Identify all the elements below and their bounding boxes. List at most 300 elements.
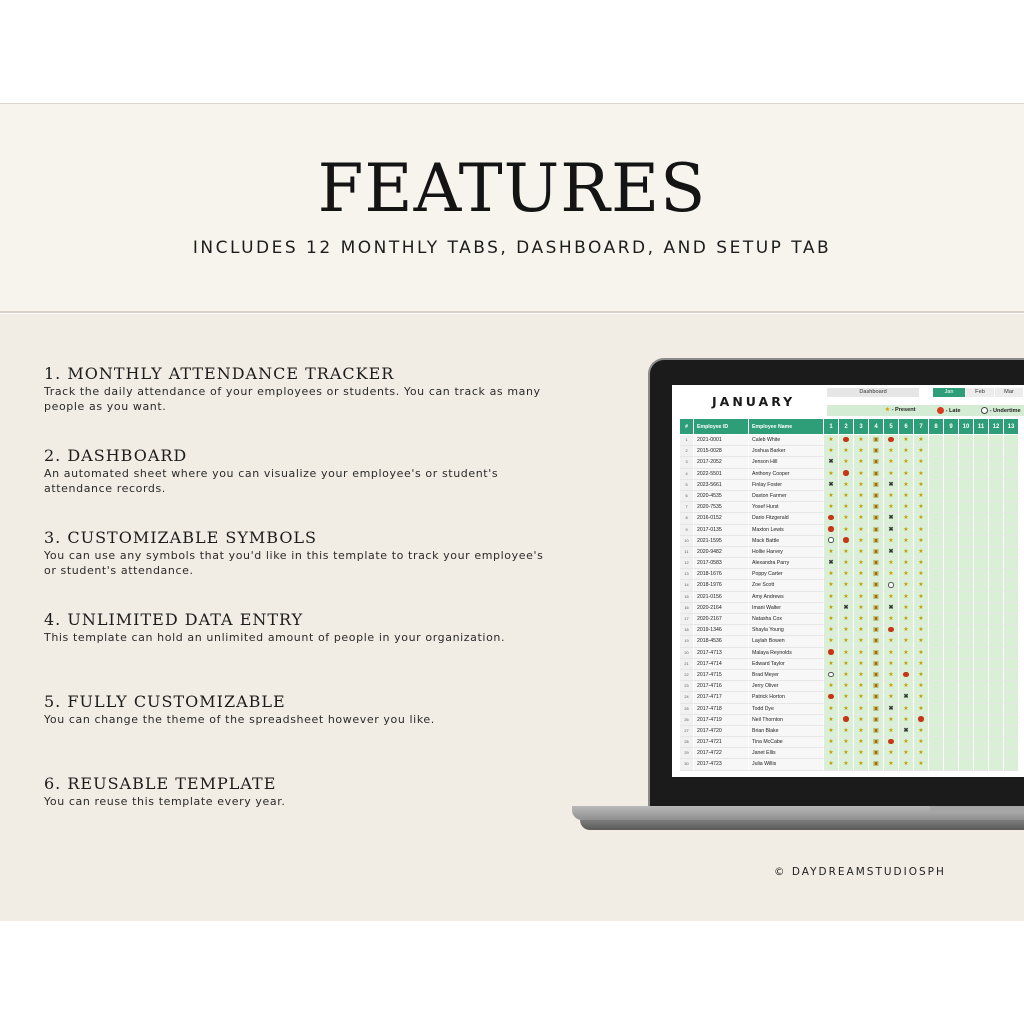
day-cell[interactable] <box>989 737 1004 748</box>
employee-id-cell[interactable]: 2018-1676 <box>694 569 749 580</box>
day-cell[interactable] <box>944 692 959 703</box>
day-cell[interactable] <box>989 435 1004 446</box>
day-cell[interactable] <box>929 580 944 591</box>
day-cell[interactable] <box>824 625 839 636</box>
day-cell[interactable] <box>914 704 929 715</box>
day-cell[interactable] <box>899 502 914 513</box>
day-cell[interactable] <box>854 603 869 614</box>
employee-name-cell[interactable]: Yosef Hurst <box>749 502 824 513</box>
day-cell[interactable] <box>974 614 989 625</box>
row-number[interactable]: 18 <box>680 625 694 636</box>
employee-id-cell[interactable]: 2017-4720 <box>694 726 749 737</box>
day-cell[interactable] <box>914 692 929 703</box>
day-cell[interactable] <box>944 480 959 491</box>
day-cell[interactable] <box>884 536 899 547</box>
day-cell[interactable] <box>929 525 944 536</box>
day-cell[interactable] <box>944 435 959 446</box>
row-number[interactable]: 22 <box>680 670 694 681</box>
day-cell[interactable] <box>989 457 1004 468</box>
day-cell[interactable] <box>899 480 914 491</box>
employee-id-cell[interactable]: 2016-0152 <box>694 513 749 524</box>
employee-name-cell[interactable]: Patrick Horton <box>749 692 824 703</box>
employee-id-cell[interactable]: 2017-4713 <box>694 648 749 659</box>
day-cell[interactable] <box>899 457 914 468</box>
day-cell[interactable] <box>884 636 899 647</box>
day-cell[interactable] <box>959 681 974 692</box>
day-cell[interactable] <box>1004 536 1019 547</box>
day-cell[interactable] <box>974 547 989 558</box>
day-cell[interactable] <box>884 513 899 524</box>
day-cell[interactable] <box>914 469 929 480</box>
day-cell[interactable] <box>869 726 884 737</box>
day-cell[interactable] <box>839 625 854 636</box>
day-cell[interactable] <box>899 759 914 770</box>
employee-name-cell[interactable]: Maxton Lewis <box>749 525 824 536</box>
day-cell[interactable] <box>839 614 854 625</box>
day-cell[interactable] <box>899 513 914 524</box>
day-cell[interactable] <box>929 513 944 524</box>
day-cell[interactable] <box>869 704 884 715</box>
day-cell[interactable] <box>884 748 899 759</box>
day-cell[interactable] <box>824 614 839 625</box>
day-cell[interactable] <box>824 480 839 491</box>
employee-name-cell[interactable]: Brian Blake <box>749 726 824 737</box>
day-cell[interactable] <box>854 737 869 748</box>
day-cell[interactable] <box>884 502 899 513</box>
day-cell[interactable] <box>869 759 884 770</box>
day-cell[interactable] <box>914 435 929 446</box>
day-cell[interactable] <box>854 726 869 737</box>
day-cell[interactable] <box>899 659 914 670</box>
day-cell[interactable] <box>824 692 839 703</box>
day-cell[interactable] <box>974 457 989 468</box>
day-cell[interactable] <box>824 569 839 580</box>
day-cell[interactable] <box>899 737 914 748</box>
day-cell[interactable] <box>989 715 1004 726</box>
col-day-6[interactable]: 6 <box>899 419 914 435</box>
day-cell[interactable] <box>959 692 974 703</box>
day-cell[interactable] <box>974 670 989 681</box>
day-cell[interactable] <box>884 759 899 770</box>
day-cell[interactable] <box>854 625 869 636</box>
day-cell[interactable] <box>974 715 989 726</box>
employee-name-cell[interactable]: Poppy Carter <box>749 569 824 580</box>
day-cell[interactable] <box>929 670 944 681</box>
row-number[interactable]: 21 <box>680 659 694 670</box>
day-cell[interactable] <box>974 536 989 547</box>
day-cell[interactable] <box>1004 625 1019 636</box>
employee-name-cell[interactable]: Dario Fitzgerald <box>749 513 824 524</box>
day-cell[interactable] <box>974 636 989 647</box>
day-cell[interactable] <box>1004 547 1019 558</box>
day-cell[interactable] <box>824 435 839 446</box>
day-cell[interactable] <box>839 737 854 748</box>
day-cell[interactable] <box>1004 480 1019 491</box>
employee-name-cell[interactable]: Finlay Foster <box>749 480 824 491</box>
day-cell[interactable] <box>959 748 974 759</box>
day-cell[interactable] <box>839 726 854 737</box>
day-cell[interactable] <box>989 580 1004 591</box>
day-cell[interactable] <box>824 748 839 759</box>
col-day-2[interactable]: 2 <box>839 419 854 435</box>
day-cell[interactable] <box>974 681 989 692</box>
row-number[interactable]: 3 <box>680 457 694 468</box>
day-cell[interactable] <box>989 480 1004 491</box>
day-cell[interactable] <box>959 469 974 480</box>
day-cell[interactable] <box>914 480 929 491</box>
day-cell[interactable] <box>839 547 854 558</box>
day-cell[interactable] <box>1004 759 1019 770</box>
day-cell[interactable] <box>989 446 1004 457</box>
row-number[interactable]: 16 <box>680 603 694 614</box>
row-number[interactable]: 29 <box>680 748 694 759</box>
day-cell[interactable] <box>854 547 869 558</box>
employee-id-cell[interactable]: 2017-4716 <box>694 681 749 692</box>
employee-id-cell[interactable]: 2017-4723 <box>694 759 749 770</box>
day-cell[interactable] <box>974 558 989 569</box>
day-cell[interactable] <box>899 592 914 603</box>
day-cell[interactable] <box>824 592 839 603</box>
day-cell[interactable] <box>959 491 974 502</box>
day-cell[interactable] <box>974 737 989 748</box>
day-cell[interactable] <box>959 625 974 636</box>
employee-name-cell[interactable]: Daxton Farmer <box>749 491 824 502</box>
day-cell[interactable] <box>944 670 959 681</box>
day-cell[interactable] <box>959 759 974 770</box>
day-cell[interactable] <box>929 659 944 670</box>
day-cell[interactable] <box>929 491 944 502</box>
day-cell[interactable] <box>914 525 929 536</box>
day-cell[interactable] <box>944 737 959 748</box>
employee-name-cell[interactable]: Mack Battle <box>749 536 824 547</box>
day-cell[interactable] <box>959 737 974 748</box>
employee-id-cell[interactable]: 2022-5501 <box>694 469 749 480</box>
day-cell[interactable] <box>944 536 959 547</box>
day-cell[interactable] <box>869 614 884 625</box>
day-cell[interactable] <box>929 592 944 603</box>
day-cell[interactable] <box>974 648 989 659</box>
day-cell[interactable] <box>854 502 869 513</box>
day-cell[interactable] <box>824 659 839 670</box>
employee-name-cell[interactable]: Natasha Cox <box>749 614 824 625</box>
row-number[interactable]: 12 <box>680 558 694 569</box>
day-cell[interactable] <box>1004 737 1019 748</box>
day-cell[interactable] <box>869 469 884 480</box>
day-cell[interactable] <box>869 446 884 457</box>
day-cell[interactable] <box>884 480 899 491</box>
day-cell[interactable] <box>884 670 899 681</box>
day-cell[interactable] <box>899 580 914 591</box>
col-day-9[interactable]: 9 <box>944 419 959 435</box>
day-cell[interactable] <box>884 715 899 726</box>
day-cell[interactable] <box>929 625 944 636</box>
day-cell[interactable] <box>989 513 1004 524</box>
day-cell[interactable] <box>869 603 884 614</box>
employee-id-cell[interactable]: 2017-4715 <box>694 670 749 681</box>
day-cell[interactable] <box>839 580 854 591</box>
day-cell[interactable] <box>929 648 944 659</box>
day-cell[interactable] <box>869 715 884 726</box>
day-cell[interactable] <box>929 692 944 703</box>
row-number[interactable]: 17 <box>680 614 694 625</box>
day-cell[interactable] <box>1004 670 1019 681</box>
day-cell[interactable] <box>854 748 869 759</box>
day-cell[interactable] <box>929 547 944 558</box>
day-cell[interactable] <box>839 536 854 547</box>
day-cell[interactable] <box>884 457 899 468</box>
day-cell[interactable] <box>944 513 959 524</box>
day-cell[interactable] <box>869 525 884 536</box>
day-cell[interactable] <box>884 603 899 614</box>
day-cell[interactable] <box>944 446 959 457</box>
day-cell[interactable] <box>974 625 989 636</box>
day-cell[interactable] <box>884 737 899 748</box>
employee-id-cell[interactable]: 2018-1976 <box>694 580 749 591</box>
employee-name-cell[interactable]: Imani Walter <box>749 603 824 614</box>
day-cell[interactable] <box>854 715 869 726</box>
day-cell[interactable] <box>854 525 869 536</box>
day-cell[interactable] <box>869 625 884 636</box>
row-number[interactable]: 30 <box>680 759 694 770</box>
row-number[interactable]: 23 <box>680 681 694 692</box>
day-cell[interactable] <box>1004 435 1019 446</box>
day-cell[interactable] <box>959 536 974 547</box>
day-cell[interactable] <box>929 614 944 625</box>
day-cell[interactable] <box>854 592 869 603</box>
day-cell[interactable] <box>959 636 974 647</box>
day-cell[interactable] <box>869 580 884 591</box>
employee-name-cell[interactable]: Alexandra Parry <box>749 558 824 569</box>
day-cell[interactable] <box>989 603 1004 614</box>
day-cell[interactable] <box>839 525 854 536</box>
day-cell[interactable] <box>854 704 869 715</box>
day-cell[interactable] <box>1004 502 1019 513</box>
row-number[interactable]: 9 <box>680 525 694 536</box>
row-number[interactable]: 1 <box>680 435 694 446</box>
day-cell[interactable] <box>884 614 899 625</box>
day-cell[interactable] <box>989 659 1004 670</box>
day-cell[interactable] <box>824 536 839 547</box>
row-number[interactable]: 7 <box>680 502 694 513</box>
day-cell[interactable] <box>854 659 869 670</box>
day-cell[interactable] <box>854 536 869 547</box>
day-cell[interactable] <box>854 457 869 468</box>
day-cell[interactable] <box>989 592 1004 603</box>
col-day-11[interactable]: 11 <box>974 419 989 435</box>
day-cell[interactable] <box>914 547 929 558</box>
day-cell[interactable] <box>989 748 1004 759</box>
employee-id-cell[interactable]: 2017-4721 <box>694 737 749 748</box>
day-cell[interactable] <box>854 759 869 770</box>
day-cell[interactable] <box>914 580 929 591</box>
day-cell[interactable] <box>884 681 899 692</box>
day-cell[interactable] <box>974 659 989 670</box>
row-number[interactable]: 5 <box>680 480 694 491</box>
day-cell[interactable] <box>944 580 959 591</box>
day-cell[interactable] <box>929 603 944 614</box>
day-cell[interactable] <box>884 491 899 502</box>
day-cell[interactable] <box>1004 648 1019 659</box>
day-cell[interactable] <box>884 692 899 703</box>
day-cell[interactable] <box>914 636 929 647</box>
day-cell[interactable] <box>974 446 989 457</box>
day-cell[interactable] <box>824 558 839 569</box>
day-cell[interactable] <box>884 625 899 636</box>
row-number[interactable]: 24 <box>680 692 694 703</box>
col-day-5[interactable]: 5 <box>884 419 899 435</box>
day-cell[interactable] <box>989 547 1004 558</box>
day-cell[interactable] <box>989 525 1004 536</box>
day-cell[interactable] <box>869 670 884 681</box>
day-cell[interactable] <box>959 525 974 536</box>
tab-dashboard[interactable]: Dashboard <box>827 388 919 397</box>
day-cell[interactable] <box>854 469 869 480</box>
day-cell[interactable] <box>1004 704 1019 715</box>
row-number[interactable]: 15 <box>680 592 694 603</box>
day-cell[interactable] <box>959 457 974 468</box>
day-cell[interactable] <box>989 614 1004 625</box>
day-cell[interactable] <box>899 670 914 681</box>
day-cell[interactable] <box>914 659 929 670</box>
day-cell[interactable] <box>1004 603 1019 614</box>
day-cell[interactable] <box>959 513 974 524</box>
day-cell[interactable] <box>824 513 839 524</box>
day-cell[interactable] <box>839 648 854 659</box>
day-cell[interactable] <box>929 726 944 737</box>
day-cell[interactable] <box>869 659 884 670</box>
day-cell[interactable] <box>944 502 959 513</box>
employee-id-cell[interactable]: 2023-5661 <box>694 480 749 491</box>
day-cell[interactable] <box>899 704 914 715</box>
day-cell[interactable] <box>869 480 884 491</box>
employee-id-cell[interactable]: 2017-0135 <box>694 525 749 536</box>
row-number[interactable]: 4 <box>680 469 694 480</box>
day-cell[interactable] <box>929 536 944 547</box>
day-cell[interactable] <box>914 726 929 737</box>
day-cell[interactable] <box>884 580 899 591</box>
col-day-10[interactable]: 10 <box>959 419 974 435</box>
employee-id-cell[interactable]: 2020-2164 <box>694 603 749 614</box>
day-cell[interactable] <box>854 692 869 703</box>
day-cell[interactable] <box>899 525 914 536</box>
day-cell[interactable] <box>824 491 839 502</box>
day-cell[interactable] <box>899 636 914 647</box>
day-cell[interactable] <box>929 480 944 491</box>
day-cell[interactable] <box>929 681 944 692</box>
day-cell[interactable] <box>974 525 989 536</box>
day-cell[interactable] <box>839 491 854 502</box>
day-cell[interactable] <box>944 659 959 670</box>
day-cell[interactable] <box>899 491 914 502</box>
day-cell[interactable] <box>944 636 959 647</box>
day-cell[interactable] <box>944 525 959 536</box>
row-number[interactable]: 13 <box>680 569 694 580</box>
day-cell[interactable] <box>839 446 854 457</box>
day-cell[interactable] <box>959 592 974 603</box>
day-cell[interactable] <box>989 704 1004 715</box>
day-cell[interactable] <box>974 603 989 614</box>
day-cell[interactable] <box>824 648 839 659</box>
day-cell[interactable] <box>959 547 974 558</box>
day-cell[interactable] <box>899 547 914 558</box>
day-cell[interactable] <box>914 681 929 692</box>
employee-id-cell[interactable]: 2015-0028 <box>694 446 749 457</box>
day-cell[interactable] <box>959 659 974 670</box>
employee-name-cell[interactable]: Shayla Young <box>749 625 824 636</box>
day-cell[interactable] <box>824 603 839 614</box>
employee-id-cell[interactable]: 2017-4719 <box>694 715 749 726</box>
day-cell[interactable] <box>914 513 929 524</box>
day-cell[interactable] <box>854 670 869 681</box>
day-cell[interactable] <box>854 614 869 625</box>
day-cell[interactable] <box>1004 580 1019 591</box>
day-cell[interactable] <box>1004 636 1019 647</box>
day-cell[interactable] <box>1004 491 1019 502</box>
day-cell[interactable] <box>974 592 989 603</box>
col-day-7[interactable]: 7 <box>914 419 929 435</box>
day-cell[interactable] <box>914 648 929 659</box>
day-cell[interactable] <box>869 569 884 580</box>
day-cell[interactable] <box>884 525 899 536</box>
day-cell[interactable] <box>899 446 914 457</box>
row-number[interactable]: 19 <box>680 636 694 647</box>
day-cell[interactable] <box>944 547 959 558</box>
day-cell[interactable] <box>854 446 869 457</box>
row-number[interactable]: 28 <box>680 737 694 748</box>
day-cell[interactable] <box>854 480 869 491</box>
day-cell[interactable] <box>914 759 929 770</box>
day-cell[interactable] <box>914 603 929 614</box>
day-cell[interactable] <box>989 759 1004 770</box>
day-cell[interactable] <box>1004 446 1019 457</box>
col-num[interactable]: # <box>680 419 694 435</box>
day-cell[interactable] <box>929 636 944 647</box>
day-cell[interactable] <box>959 726 974 737</box>
day-cell[interactable] <box>914 748 929 759</box>
tab-jan[interactable]: Jan <box>933 388 965 397</box>
day-cell[interactable] <box>944 726 959 737</box>
day-cell[interactable] <box>884 592 899 603</box>
day-cell[interactable] <box>1004 692 1019 703</box>
employee-name-cell[interactable]: Anthony Cooper <box>749 469 824 480</box>
day-cell[interactable] <box>944 457 959 468</box>
day-cell[interactable] <box>929 759 944 770</box>
day-cell[interactable] <box>989 726 1004 737</box>
day-cell[interactable] <box>884 547 899 558</box>
day-cell[interactable] <box>914 737 929 748</box>
col-day-4[interactable]: 4 <box>869 419 884 435</box>
employee-name-cell[interactable]: Hollie Harvey <box>749 547 824 558</box>
employee-name-cell[interactable]: Jenson Hill <box>749 457 824 468</box>
day-cell[interactable] <box>914 536 929 547</box>
employee-name-cell[interactable]: Caleb White <box>749 435 824 446</box>
day-cell[interactable] <box>854 636 869 647</box>
row-number[interactable]: 20 <box>680 648 694 659</box>
day-cell[interactable] <box>974 569 989 580</box>
employee-name-cell[interactable]: Brad Meyer <box>749 670 824 681</box>
employee-name-cell[interactable]: Jerry Oliver <box>749 681 824 692</box>
day-cell[interactable] <box>884 558 899 569</box>
day-cell[interactable] <box>824 525 839 536</box>
row-number[interactable]: 2 <box>680 446 694 457</box>
day-cell[interactable] <box>1004 469 1019 480</box>
day-cell[interactable] <box>854 580 869 591</box>
day-cell[interactable] <box>944 681 959 692</box>
day-cell[interactable] <box>839 681 854 692</box>
day-cell[interactable] <box>869 592 884 603</box>
day-cell[interactable] <box>959 603 974 614</box>
day-cell[interactable] <box>884 435 899 446</box>
